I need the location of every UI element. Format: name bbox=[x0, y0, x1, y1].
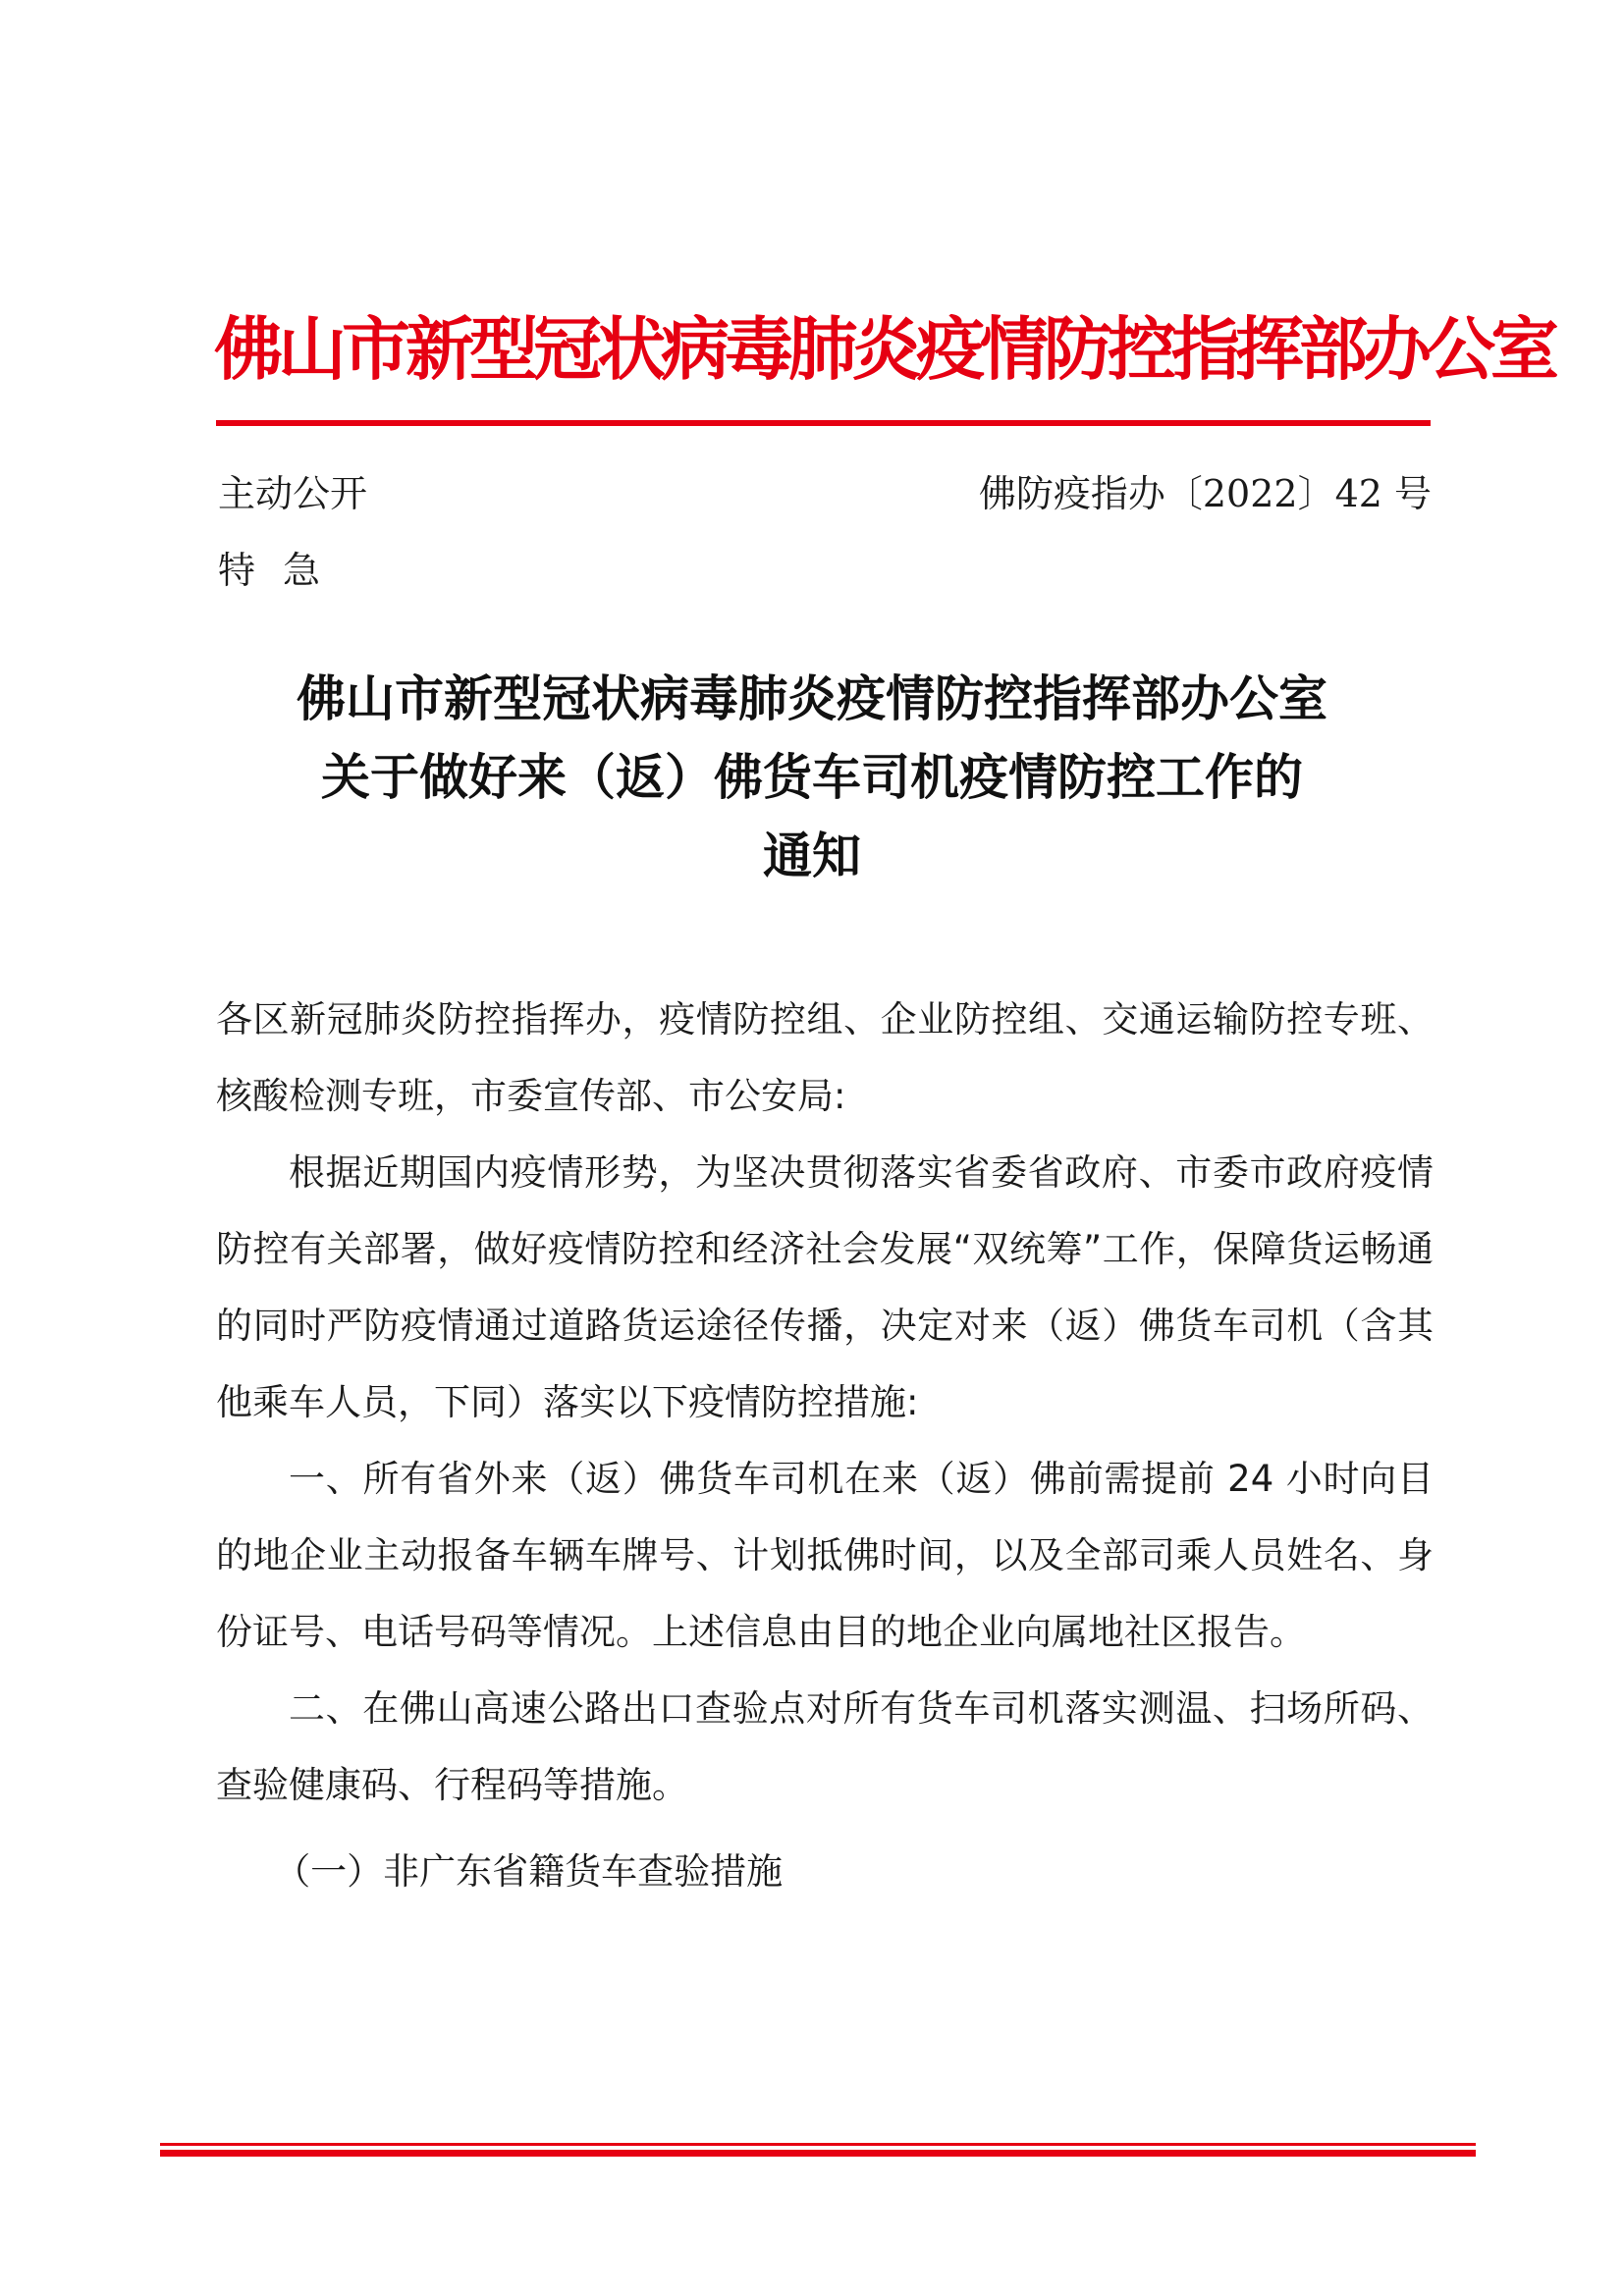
header-red-rule bbox=[216, 420, 1431, 426]
footer-thick-red-rule bbox=[160, 2150, 1476, 2157]
addressees-paragraph: 各区新冠肺炎防控指挥办，疫情防控组、企业防控组、交通运输防控专班、核酸检测专班，市委宣传部、市公安局: bbox=[216, 998, 1434, 1117]
intro-paragraph: 根据近期国内疫情形势，为坚决贯彻落实省委省政府、市委市政府疫情防控有关部署，做好疫情防控和经济社会发展“双统筹”工作，保障货运畅通的同时严防疫情通过道路货运途径传播，决定对来（返）佛货车司机（含其他乘车人员，下同）落实以下疫情防控措施: bbox=[216, 1151, 1434, 1423]
footer-thin-red-rule bbox=[160, 2143, 1476, 2146]
document-number: 佛防疫指办〔2022〕42 号 bbox=[978, 472, 1432, 515]
document-title bbox=[196, 660, 1428, 895]
issuing-office-header: 佛山市新型冠状病毒肺炎疫情防控指挥部办公室 bbox=[214, 308, 1554, 390]
document-body bbox=[216, 982, 1434, 1910]
subsection-heading: （一）非广东省籍货车查验措施 bbox=[274, 1850, 784, 1893]
item-1-paragraph: 一、所有省外来（返）佛货车司机在来（返）佛前需提前 24 小时向目的地企业主动报备车辆车牌号、计划抵佛时间，以及全部司乘人员姓名、身份证号、电话号码等情况。上述信息由目的地企业向属地社区报告。 bbox=[216, 1458, 1434, 1653]
urgency-label: 特急 bbox=[218, 549, 349, 592]
item-2-paragraph: 二、在佛山高速公路出口查验点对所有货车司机落实测温、扫场所码、查验健康码、行程码等措施。 bbox=[216, 1687, 1434, 1806]
title-line-2: 关于做好来（返）佛货车司机疫情防控工作的 bbox=[321, 748, 1303, 806]
disclosure-label: 主动公开 bbox=[218, 472, 368, 515]
title-line-1: 佛山市新型冠状病毒肺炎疫情防控指挥部办公室 bbox=[297, 669, 1327, 727]
title-line-3: 通知 bbox=[763, 827, 861, 884]
